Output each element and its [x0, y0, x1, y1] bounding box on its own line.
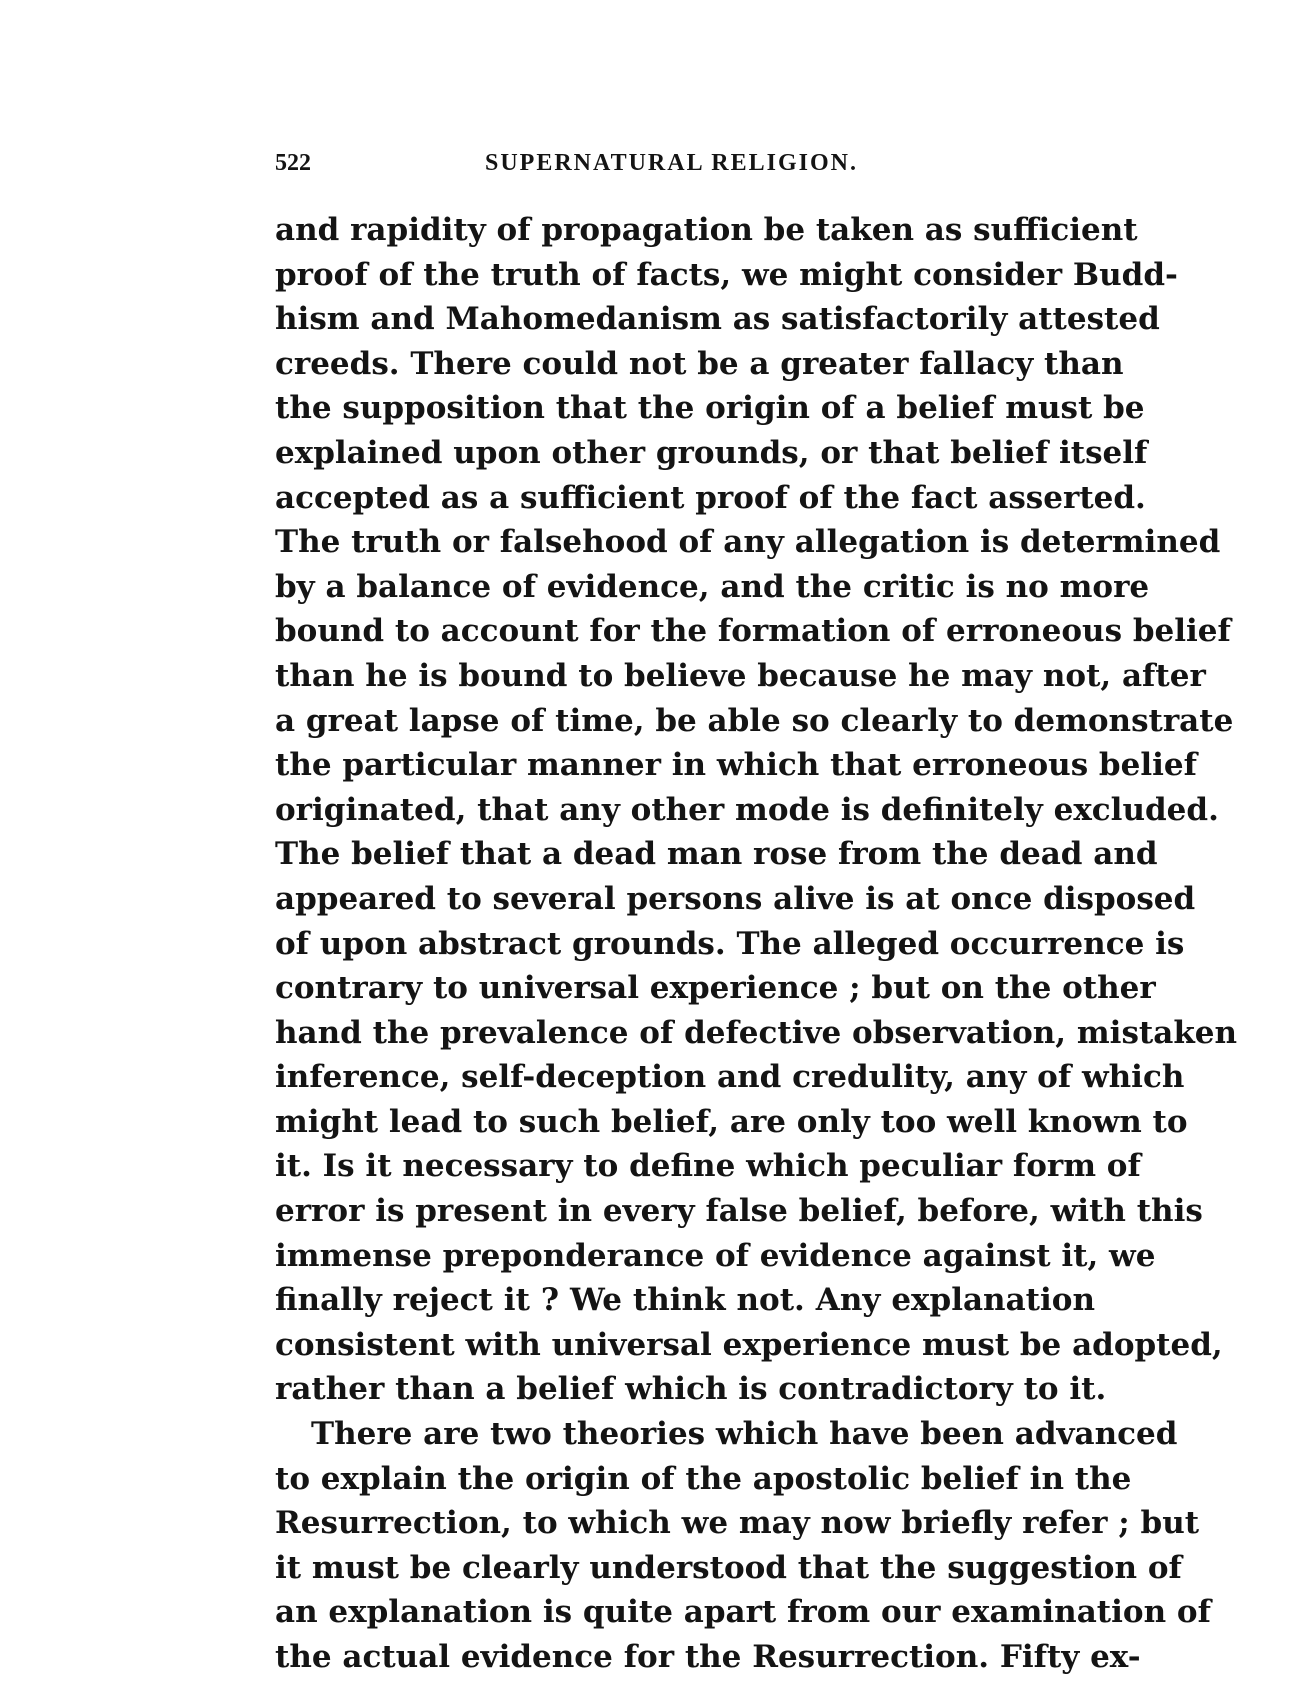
page-number: 522	[275, 150, 311, 176]
text-line: appeared to several persons alive is at once disposed	[275, 880, 1196, 917]
paragraph-1	[275, 208, 1238, 1412]
paragraph-2	[275, 1412, 1211, 1680]
text-line: Resurrection, to which we may now briefly refer ; but	[275, 1505, 1200, 1542]
body-text	[275, 208, 1238, 1680]
text-line: finally reject it ? We think not. Any explanation	[275, 1282, 1095, 1319]
text-line: contrary to universal experience ; but on the other	[275, 970, 1156, 1007]
text-line: error is present in every false belief, before, with this	[275, 1193, 1203, 1230]
text-line: of upon abstract grounds. The alleged occurrence is	[275, 925, 1185, 962]
text-line: accepted as a sufficient proof of the fact asserted.	[275, 479, 1146, 516]
text-line: immense preponderance of evidence against it, we	[275, 1237, 1156, 1274]
text-line: the supposition that the origin of a belief must be	[275, 390, 1145, 427]
text-line: bound to account for the formation of erroneous belief	[275, 613, 1231, 650]
text-line: might lead to such belief, are only too well known to	[275, 1103, 1188, 1140]
running-title: SUPERNATURAL RELIGION.	[485, 150, 858, 176]
text-line: hand the prevalence of defective observation, mistaken	[275, 1014, 1238, 1051]
text-line: proof of the truth of facts, we might consider Budd-	[275, 256, 1178, 293]
text-line: the particular manner in which that erroneous belief	[275, 747, 1197, 784]
text-line: by a balance of evidence, and the critic is no more	[275, 568, 1150, 605]
text-line: and rapidity of propagation be taken as sufficient	[275, 212, 1138, 248]
text-line: it. Is it necessary to define which peculiar form of	[275, 1148, 1141, 1185]
text-line: rather than a belief which is contradictory to it.	[275, 1371, 1107, 1408]
text-line: consistent with universal experience must be adopted,	[275, 1326, 1223, 1363]
text-line: hism and Mahomedanism as satisfactorily attested	[275, 301, 1160, 338]
text-line: creeds. There could not be a greater fallacy than	[275, 345, 1124, 382]
text-line: The truth or falsehood of any allegation is determined	[275, 524, 1221, 561]
text-line: it must be clearly understood that the suggestion of	[275, 1549, 1182, 1586]
text-line: than he is bound to believe because he may not, after	[275, 657, 1206, 694]
text-line: originated, that any other mode is definitely excluded.	[275, 791, 1219, 828]
text-line: to explain the origin of the apostolic belief in the	[275, 1460, 1132, 1497]
text-line: The belief that a dead man rose from the dead and	[275, 836, 1158, 873]
text-line: an explanation is quite apart from our examination of	[275, 1594, 1211, 1631]
text-line: the actual evidence for the Resurrection. Fifty ex-	[275, 1639, 1141, 1675]
text-line: a great lapse of time, be able so clearly to demonstrate	[275, 702, 1234, 739]
text-line: explained upon other grounds, or that belief itself	[275, 434, 1148, 471]
text-line: There are two theories which have been advanced	[311, 1416, 1178, 1453]
text-line: inference, self-deception and credulity, any of which	[275, 1059, 1185, 1096]
page-header	[275, 150, 1095, 190]
